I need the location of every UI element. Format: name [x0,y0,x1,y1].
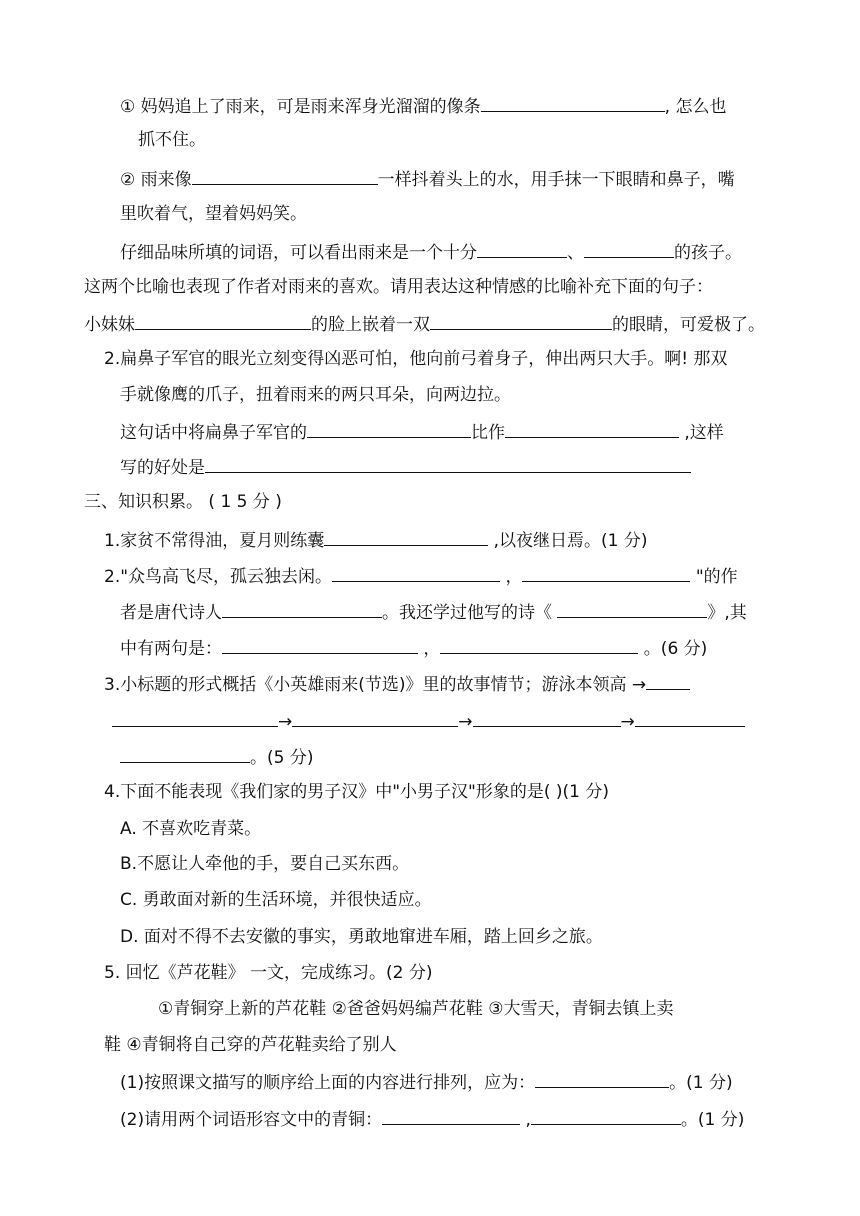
q1-1-line2: 抓不住。 [138,130,206,150]
arrow-icon: → [278,712,293,732]
answer-blank[interactable] [584,240,674,258]
answer-blank[interactable] [332,564,500,582]
s3-q5-sub2: (2)请用两个词语形容文中的青铜： , 。(1 分) [120,1107,744,1129]
answer-blank[interactable] [205,455,691,473]
answer-blank[interactable] [324,528,488,546]
q1-analysis-line3: 小妹妹 的脸上嵌着一双 的眼睛，可爱极了。 [84,312,765,334]
s3-q3-line3: 。(5 分) [120,745,313,767]
answer-blank[interactable] [440,636,638,654]
answer-blank[interactable] [522,564,690,582]
s3-q2-line1: 2."众鸟高飞尽，孤云独去闲。 ， "的作 [104,564,738,586]
answer-blank[interactable] [535,1070,669,1088]
s3-q4-option-d[interactable]: D. 面对不得不去安徽的事实，勇敢地窜进车厢，踏上回乡之旅。 [120,927,603,947]
s3-q4-option-a[interactable]: A. 不喜欢吃青菜。 [120,819,262,839]
q1-2-marker: ② [120,170,136,190]
answer-blank[interactable] [473,709,621,727]
q1-analysis-line1: 仔细品味所填的词语，可以看出雨来是一个十分 、 的孩子。 [120,240,742,262]
answer-blank[interactable] [292,709,458,727]
s3-q2-line2: 者是唐代诗人 。我还学过他写的诗《 》,其 [120,600,747,622]
q2-line2: 手就像鹰的爪子，扭着雨来的两只耳朵，向两边拉。 [120,385,511,405]
q2-line1: 2.扁鼻子军官的眼光立刻变得凶恶可怕，他向前弓着身子，伸出两只大手。啊! 那双 [104,349,728,369]
s3-q5-items-line2: 鞋 ④青铜将自己穿的芦花鞋卖给了别人 [104,1035,397,1055]
arrow-icon: → [458,712,473,732]
answer-blank[interactable] [531,1107,681,1125]
answer-blank[interactable] [120,745,250,763]
s3-q4-option-b[interactable]: B.不愿让人牵他的手，要自己买东西。 [120,854,410,874]
answer-blank[interactable] [481,94,665,112]
q1-2-line1: ② 雨来像 一样抖着头上的水，用手抹一下眼睛和鼻子，嘴 [120,167,735,189]
q1-1-marker: ① [120,97,136,117]
s3-q2-line3: 中有两句是： ， 。(6 分) [120,636,707,658]
arrow-icon: → [620,712,635,732]
answer-blank[interactable] [222,636,418,654]
answer-blank[interactable] [646,672,690,690]
answer-blank[interactable] [430,312,612,330]
answer-blank[interactable] [635,709,745,727]
section3-title: 三、知识积累。 ( 1 5 分 ) [84,492,282,512]
q1-1-line1: ① 妈妈追上了雨来，可是雨来浑身光溜溜的像条 , 怎么也 [120,94,726,116]
q1-2-line2: 里吹着气，望着妈妈笑。 [120,204,307,224]
answer-blank[interactable] [382,1107,520,1125]
s3-q5-items-line1: ①青铜穿上新的芦花鞋 ②爸爸妈妈编芦花鞋 ③大雪天，青铜去镇上卖 [158,999,674,1019]
s3-q4-stem: 4.下面不能表现《我们家的男子汉》中"小男子汉"形象的是( )(1 分) [104,782,610,802]
s3-q4-option-c[interactable]: C. 勇敢面对新的生活环境，并很快适应。 [120,890,432,910]
s3-q1: 1.家贫不常得油，夏月则练囊 ,以夜继日焉。(1 分) [104,528,648,550]
answer-blank[interactable] [192,167,378,185]
answer-blank[interactable] [112,709,278,727]
s3-q5-stem: 5. 回忆《芦花鞋》 一文，完成练习。(2 分) [104,963,433,983]
q2-line3: 这句话中将扁鼻子军官的 比作 ,这样 [120,420,724,442]
answer-blank[interactable] [135,312,311,330]
answer-blank[interactable] [557,600,707,618]
answer-blank[interactable] [505,420,679,438]
q2-line4: 写的好处是 [120,455,691,477]
arrow-icon: → [631,675,647,695]
answer-blank[interactable] [477,240,567,258]
answer-blank[interactable] [307,420,471,438]
answer-blank[interactable] [222,600,382,618]
s3-q3-line2 [112,709,745,731]
q1-analysis-line2: 这两个比喻也表现了作者对雨来的喜欢。请用表达这种情感的比喻补充下面的句子： [84,277,713,297]
s3-q3-line1: 3.小标题的形式概括《小英雄雨来(节选)》里的故事情节；游泳本领高 → [104,672,690,694]
s3-q5-sub1: (1)按照课文描写的顺序给上面的内容进行排列，应为： 。(1 分) [120,1070,733,1092]
